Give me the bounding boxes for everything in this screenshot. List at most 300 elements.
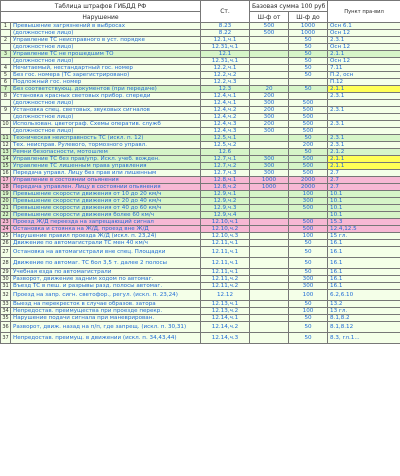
fine-from-cell [250, 283, 289, 290]
fine-from-cell: 300 [250, 100, 289, 107]
rule-point-cell: 16.1 [328, 240, 400, 247]
fine-to-cell: 300 [289, 276, 328, 283]
table-row [1, 163, 400, 170]
table-row [1, 333, 400, 344]
table-row [1, 233, 400, 240]
table-row [1, 315, 400, 322]
fine-from-cell [250, 149, 289, 156]
article-cell: 12.9,ч.2 [201, 198, 250, 205]
table-row [1, 247, 400, 258]
fine-from-cell [250, 301, 289, 308]
violation-cell: Тех. неисправ. Рулевого, тормозного управл. [11, 142, 201, 149]
article-cell: 12.2,ч.1 [201, 65, 250, 72]
fine-to-cell: 50 [289, 240, 328, 247]
fine-to-cell: 100 [289, 290, 328, 301]
violation-cell: Подложный гос. номер [11, 79, 201, 86]
violation-cell: Въезд ТС в пеш. и разрывы разд. полосы автомаг. [11, 283, 201, 290]
row-number: 27 [1, 247, 11, 258]
violation-cell: Движение по автомагистрали ТС мен 40 км/ч [11, 240, 201, 247]
table-row [1, 149, 400, 156]
fine-from-cell [250, 290, 289, 301]
row-number: 30 [2, 276, 9, 282]
fine-from-cell: 300 [250, 156, 289, 163]
row-number: 12 [2, 142, 9, 148]
rule-point-cell: 8.1,8.2 [328, 315, 400, 322]
header-to: Ш-ф до [289, 12, 328, 23]
row-number: 18 [2, 184, 9, 190]
fine-from-cell: 300 [250, 170, 289, 177]
row-number: 21 [2, 205, 9, 211]
fine-to-cell: 100 [289, 308, 328, 315]
article-cell: 12.5,ч.1 [201, 135, 250, 142]
violation-cell: Превышение скорости движения от 40 до 60 км/ч [11, 205, 201, 212]
rule-point-cell: 2.3.1 [328, 135, 400, 142]
header-violation: Нарушение [1, 12, 201, 23]
rule-point-cell [328, 128, 400, 135]
fine-to-cell [289, 93, 328, 100]
fine-to-cell: 50 [289, 65, 328, 72]
article-cell: 12.8,ч.2 [201, 184, 250, 191]
fine-from-cell [250, 269, 289, 276]
fine-from-cell [250, 72, 289, 79]
fine-to-cell: 50 [289, 135, 328, 142]
article-cell: 12.3 [201, 86, 250, 93]
article-cell: 8.23 [201, 23, 250, 30]
header-point: Пункт пра-вил [328, 1, 400, 23]
table-row [1, 30, 400, 37]
article-cell: 12.2,ч.3 [201, 79, 250, 86]
row-number: 15 [2, 163, 9, 169]
table-row [1, 219, 400, 226]
fine-from-cell: 300 [250, 128, 289, 135]
table-row [1, 322, 400, 333]
row-number [1, 114, 11, 121]
row-number: 8 [1, 93, 11, 100]
fine-to-cell: 500 [289, 170, 328, 177]
rule-point-cell: 16.1 [328, 276, 400, 283]
fine-to-cell: 1000 [289, 23, 328, 30]
row-number: 35 [2, 315, 9, 321]
row-number: 10 [2, 121, 9, 127]
violation-cell: Остановка на автомагистрали вне спец. Площадки [11, 247, 201, 258]
article-cell: 12.5,ч.2 [201, 142, 250, 149]
fine-from-cell: 200 [250, 121, 289, 128]
table-row [1, 114, 400, 121]
table-row [1, 283, 400, 290]
fine-from-cell [250, 226, 289, 233]
violation-cell: Разворот, движ. назад на п/п, где запрещ. (искл. п. 30,31) [11, 322, 201, 333]
article-cell: 8.22 [201, 30, 250, 37]
fine-to-cell: 500 [289, 163, 328, 170]
fine-to-cell: 50 [289, 51, 328, 58]
row-number: 37 [1, 333, 11, 344]
violation-cell: Нарушение подачи сигнала при маневрирован. [11, 315, 201, 322]
fine-to-cell: 500 [289, 114, 328, 121]
fine-from-cell [250, 333, 289, 344]
row-number [1, 44, 11, 51]
article-cell: 12.9,ч.1 [201, 191, 250, 198]
table-row [1, 93, 400, 100]
article-cell: 12.14,ч.1 [201, 315, 250, 322]
rule-point-cell: 2.3.1 [328, 107, 400, 114]
violation-cell: Установка красных световых прибор. спереди [11, 93, 201, 100]
rule-point-cell [328, 100, 400, 107]
row-number: 25 [2, 233, 9, 239]
row-number: 17 [2, 177, 9, 183]
violation-cell: Остановка и стоянка на Ж/Д, проезд вне Ж/Д [11, 226, 201, 233]
fine-from-cell [250, 247, 289, 258]
table-row [1, 184, 400, 191]
table-row [1, 121, 400, 128]
fine-to-cell: 500 [289, 156, 328, 163]
fine-from-cell: 200 [250, 107, 289, 114]
fine-to-cell: 300 [289, 283, 328, 290]
rule-point-cell: 10.1 [328, 191, 400, 198]
row-number: 20 [2, 198, 9, 204]
table-row [1, 276, 400, 283]
violation-cell: Превышение скорости движения от 20 до 40 км/ч [11, 198, 201, 205]
violation-cell: Управление в состоянии опьянения [11, 177, 201, 184]
rule-point-cell: 2.1.2 [328, 149, 400, 156]
table-row [1, 65, 400, 72]
rule-point-cell: 8.1,8.12 [328, 322, 400, 333]
violation-cell: (должностное лицо) [11, 114, 201, 121]
rule-point-cell: 15 гл. [328, 233, 400, 240]
article-cell: 12.13,ч.1 [201, 301, 250, 308]
fine-to-cell: 50 [289, 149, 328, 156]
rule-point-cell: 16.1 [328, 269, 400, 276]
table-row [1, 177, 400, 184]
row-number: 31 [2, 283, 9, 289]
violation-cell: Превышение скорости движения от 10 до 20 км/ч [11, 191, 201, 198]
article-cell: 12.11,ч.1 [201, 240, 250, 247]
rule-point-cell: 2.3.1 [328, 37, 400, 44]
fine-to-cell: 50 [289, 301, 328, 308]
table-body [1, 23, 400, 344]
rule-point-cell: 10.1 [328, 205, 400, 212]
row-number: 23 [2, 219, 9, 225]
fine-to-cell: 500 [289, 121, 328, 128]
violation-cell: Ремни безопасности, мотошлем [11, 149, 201, 156]
fine-to-cell: 500 [289, 107, 328, 114]
header-from: Ш-ф от [250, 12, 289, 23]
article-cell: 12.11,ч.2 [201, 283, 250, 290]
fine-from-cell [250, 44, 289, 51]
fine-to-cell: 500 [289, 128, 328, 135]
row-number [1, 100, 11, 107]
article-cell: 12.1 [201, 51, 250, 58]
fine-to-cell: 50 [289, 58, 328, 65]
fine-to-cell: 50 [289, 322, 328, 333]
article-cell: 12.7,ч.1 [201, 156, 250, 163]
article-cell: 12.11,ч.2 [201, 276, 250, 283]
rule-point-cell: Осн 12 [328, 44, 400, 51]
article-cell: 12.14,ч.3 [201, 333, 250, 344]
fine-from-cell [250, 65, 289, 72]
table-row [1, 58, 400, 65]
fine-to-cell: 500 [289, 205, 328, 212]
violation-cell: Проезд Ж/Д переезда на запрещающий сигнал [11, 219, 201, 226]
row-number: 28 [1, 258, 11, 269]
article-cell: 12.4,ч.1 [201, 93, 250, 100]
rule-point-cell: 7.11 [328, 65, 400, 72]
table-row [1, 258, 400, 269]
article-cell: 12.6 [201, 149, 250, 156]
violation-cell: Техническая неисправность ТС (искл. п. 12) [11, 135, 201, 142]
violation-cell: Учебная езда по автомагистрали [11, 269, 201, 276]
violation-cell: Установка спец. световых, звуковых сигналов [11, 107, 201, 114]
article-cell: 12.14,ч.2 [201, 322, 250, 333]
rule-point-cell: Осн 6.1 [328, 23, 400, 30]
row-number: 13 [2, 149, 9, 155]
fine-to-cell: 300 [289, 198, 328, 205]
fine-from-cell: 1000 [250, 184, 289, 191]
rule-point-cell: 13 гл. [328, 308, 400, 315]
table-row [1, 156, 400, 163]
fine-from-cell [250, 58, 289, 65]
fine-to-cell: 500 [289, 219, 328, 226]
fine-from-cell: 300 [250, 163, 289, 170]
fine-from-cell [250, 191, 289, 198]
table-title: Таблица штрафов ГИБДД РФ [1, 1, 201, 12]
table-row [1, 86, 400, 93]
row-number: 19 [2, 191, 9, 197]
violation-cell: Нарушение правил проезда Ж/Д (искл. п. 23,24) [11, 233, 201, 240]
fine-from-cell [250, 51, 289, 58]
row-number: 36 [1, 322, 11, 333]
table-row [1, 100, 400, 107]
violation-cell: (должностное лицо) [11, 58, 201, 65]
rule-point-cell: 8.3, гл.1... [328, 333, 400, 344]
article-cell: 12.31,ч.1 [201, 58, 250, 65]
violation-cell: Передача управлен. Лицу в состоянии опьянения [11, 184, 201, 191]
table-row [1, 79, 400, 86]
fine-to-cell: 50 [289, 247, 328, 258]
row-number [1, 30, 11, 37]
row-number: 4 [1, 65, 11, 72]
fine-from-cell: 500 [250, 23, 289, 30]
violation-cell: Проезд на запр. сигн. светофор., регул. (искл. п. 23,24) [11, 290, 201, 301]
rule-point-cell: 2.7 [328, 184, 400, 191]
violation-cell: Передача управл. Лицу без прав или лишенным [11, 170, 201, 177]
violation-cell: Превышение загрязнений в выбросах [11, 23, 201, 30]
fine-from-cell [250, 233, 289, 240]
article-cell: 12.4,ч.1 [201, 100, 250, 107]
row-number: 24 [2, 226, 9, 232]
rule-point-cell: П.2, осн [328, 72, 400, 79]
fine-from-cell: 300 [250, 114, 289, 121]
fine-to-cell: 1000 [289, 30, 328, 37]
rule-point-cell: 15.3 [328, 219, 400, 226]
rule-point-cell: 2.1.1 [328, 163, 400, 170]
rule-point-cell: 6.2,6.10 [328, 290, 400, 301]
table-row [1, 142, 400, 149]
row-number: 2 [1, 37, 11, 44]
fine-to-cell: 2000 [289, 184, 328, 191]
article-cell: 12.10,ч.3 [201, 233, 250, 240]
violation-cell: Выезд на перекресток в случае образов. затора [11, 301, 201, 308]
article-cell: 12.11,ч.1 [201, 247, 250, 258]
row-number: 9 [1, 107, 11, 114]
violation-cell: Превышение скорости движения более 60 км/ч [11, 212, 201, 219]
rule-point-cell: 2.1.1 [328, 51, 400, 58]
fine-to-cell: 100 [289, 191, 328, 198]
row-number: 6 [1, 79, 11, 86]
article-cell: 12.7,ч.2 [201, 163, 250, 170]
row-number: 14 [2, 156, 9, 162]
violation-cell: Разворот, движение задним ходом по автомаг. [11, 276, 201, 283]
article-cell: 12.4,ч.3 [201, 121, 250, 128]
fine-from-cell [250, 37, 289, 44]
rule-point-cell: 2.1.1 [328, 86, 400, 93]
fine-to-cell [289, 212, 328, 219]
row-number: 26 [2, 240, 9, 246]
violation-cell: Управление ТС не прошедшим ТО [11, 51, 201, 58]
fine-to-cell: 100 [289, 233, 328, 240]
row-number: 5 [1, 72, 11, 79]
fine-from-cell [250, 142, 289, 149]
header-sum: Базовая сумма 100 руб [250, 1, 328, 12]
rule-point-cell: 2.7 [328, 170, 400, 177]
article-cell: 12.10,ч.1 [201, 219, 250, 226]
article-cell: 12.13,ч.2 [201, 308, 250, 315]
row-number: 11 [2, 135, 9, 141]
table-row [1, 44, 400, 51]
article-cell: 12.8,ч.1 [201, 177, 250, 184]
rule-point-cell: 12.4,12.5 [328, 226, 400, 233]
fine-to-cell: 50 [289, 44, 328, 51]
row-number: 3 [1, 51, 11, 58]
violation-cell: Управление ТС лишенным права управления [11, 163, 201, 170]
fine-to-cell [289, 79, 328, 86]
table-row [1, 51, 400, 58]
article-cell: 12.11,ч.1 [201, 269, 250, 276]
article-cell: 12.9,ч.4 [201, 212, 250, 219]
table-row [1, 205, 400, 212]
fine-to-cell: 500 [289, 100, 328, 107]
table-row [1, 170, 400, 177]
table-row [1, 308, 400, 315]
article-cell: 12.11,ч.1 [201, 258, 250, 269]
fine-from-cell: 1000 [250, 177, 289, 184]
fine-to-cell: 50 [289, 315, 328, 322]
fine-from-cell [250, 135, 289, 142]
fine-from-cell [250, 79, 289, 86]
rule-point-cell: 13.2 [328, 301, 400, 308]
fine-from-cell [250, 240, 289, 247]
row-number [1, 58, 11, 65]
fine-to-cell: 50 [289, 72, 328, 79]
fine-to-cell: 50 [289, 269, 328, 276]
fine-from-cell [250, 212, 289, 219]
fine-to-cell: 2000 [289, 177, 328, 184]
table-row [1, 191, 400, 198]
article-cell: 12.12 [201, 290, 250, 301]
violation-cell: Использован. цветограф. Схемы оператив. служб [11, 121, 201, 128]
fine-to-cell: 50 [289, 258, 328, 269]
row-number [1, 128, 11, 135]
article-cell: 12.4,ч.3 [201, 128, 250, 135]
article-cell: 12.4,ч.2 [201, 114, 250, 121]
fine-from-cell: 500 [250, 30, 289, 37]
fine-to-cell: 200 [289, 142, 328, 149]
violation-cell: (должностное лицо) [11, 100, 201, 107]
article-cell: 12.10,ч.2 [201, 226, 250, 233]
table-row [1, 198, 400, 205]
fine-to-cell: 50 [289, 37, 328, 44]
fine-from-cell [250, 322, 289, 333]
table-row [1, 269, 400, 276]
table-row [1, 37, 400, 44]
violation-cell: Управление ТС без прав/упр. Искл. учеб. вожден. [11, 156, 201, 163]
fine-from-cell [250, 308, 289, 315]
table-row [1, 72, 400, 79]
article-cell: 12.31,ч.1 [201, 44, 250, 51]
row-number: 1 [1, 23, 11, 30]
violation-cell: Управление ТС неисправного в уст. порядке [11, 37, 201, 44]
article-cell: 12.1,ч.1 [201, 37, 250, 44]
violation-cell: Движение по автомаг. ТС бол 3,5 т. далее 2 полосы [11, 258, 201, 269]
fine-from-cell [250, 258, 289, 269]
fine-to-cell: 500 [289, 226, 328, 233]
violation-cell: Непредостав. преимущества при проезде перекр. [11, 308, 201, 315]
table-row [1, 226, 400, 233]
fine-from-cell [250, 219, 289, 226]
row-number: 22 [2, 212, 9, 218]
fine-from-cell [250, 205, 289, 212]
table-row [1, 128, 400, 135]
table-row [1, 240, 400, 247]
table-row [1, 135, 400, 142]
header-row-1 [1, 1, 400, 12]
row-number: 16 [2, 170, 9, 176]
rule-point-cell: 2.3.1 [328, 93, 400, 100]
violation-cell: Без гос. номера (ТС зарегистрировано) [11, 72, 201, 79]
rule-point-cell: Осн 12 [328, 30, 400, 37]
article-cell: 12.4,ч.2 [201, 107, 250, 114]
fine-from-cell: 20 [250, 86, 289, 93]
violation-cell: Нечитаемый, нестандартный гос. номер [11, 65, 201, 72]
fine-from-cell [250, 276, 289, 283]
rule-point-cell: 2.3.1 [328, 142, 400, 149]
table-row [1, 212, 400, 219]
article-cell: 12.9,ч.3 [201, 205, 250, 212]
row-number: 33 [2, 301, 9, 307]
table-row [1, 301, 400, 308]
fine-from-cell [250, 315, 289, 322]
row-number: 29 [2, 269, 9, 275]
fine-from-cell: 200 [250, 93, 289, 100]
rule-point-cell: 2.1.1 [328, 156, 400, 163]
rule-point-cell: 16.1 [328, 258, 400, 269]
article-cell: 12.2,ч.2 [201, 72, 250, 79]
rule-point-cell: 16.1 [328, 283, 400, 290]
table-row [1, 23, 400, 30]
violation-cell: (должностное лицо) [11, 128, 201, 135]
row-number: 32 [1, 290, 11, 301]
rule-point-cell: 2.7 [328, 177, 400, 184]
rule-point-cell: 16.1 [328, 247, 400, 258]
violation-cell: Без соответствующ. документов (при передаче) [11, 86, 201, 93]
row-number: 34 [2, 308, 9, 314]
violation-cell: Непредостав. преимущ. в движении (искл. п. 34,43,44) [11, 333, 201, 344]
rule-point-cell: П.12 [328, 79, 400, 86]
rule-point-cell: 2.3.1 [328, 121, 400, 128]
table-row [1, 107, 400, 114]
fine-from-cell [250, 198, 289, 205]
rule-point-cell [328, 114, 400, 121]
fine-to-cell: 50 [289, 86, 328, 93]
